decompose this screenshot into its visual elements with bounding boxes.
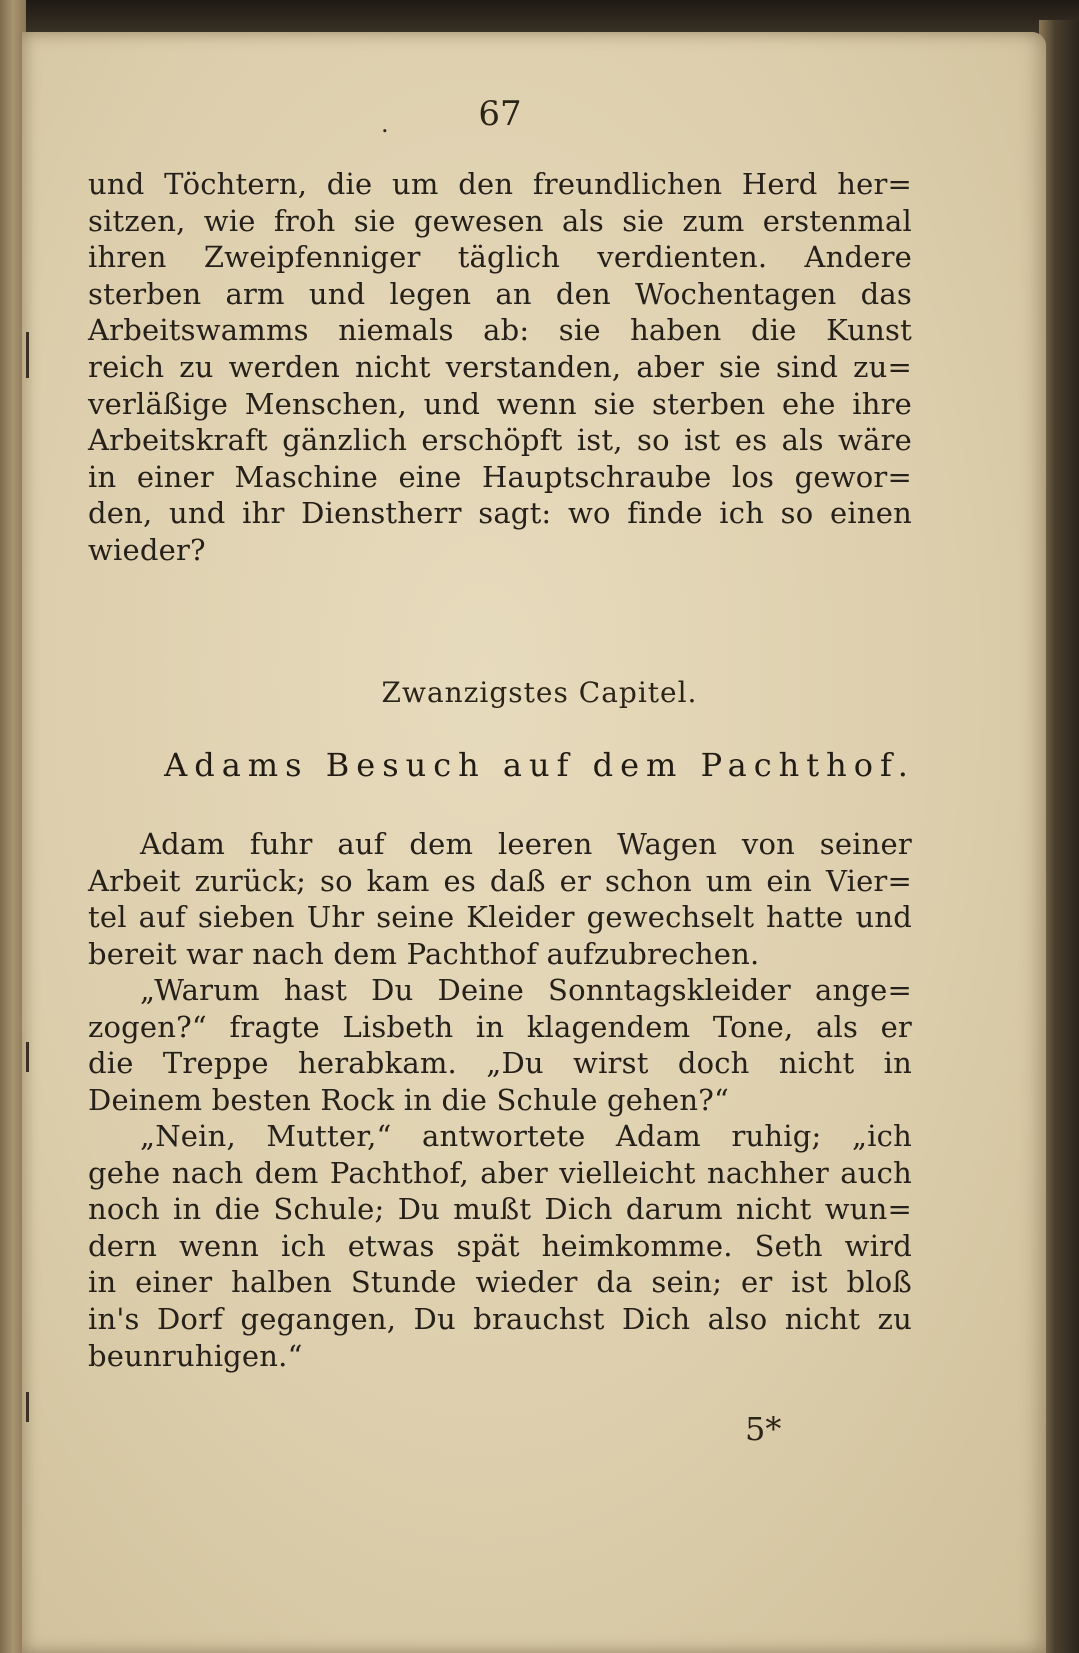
text-line: in einer Maschine eine Hauptschraube los gewor=: [88, 459, 912, 494]
text-line: noch in die Schule; Du mußt Dich darum nicht wun=: [88, 1192, 912, 1227]
text-line: bereit war nach dem Pachthof aufzubrechen.: [88, 936, 760, 971]
text-line: „Nein, Mutter,“ antwortete Adam ruhig; „ich: [140, 1119, 912, 1153]
text-line: ihren Zweipfenniger täglich verdienten. Andere: [88, 240, 912, 275]
text-line: verläßige Menschen, und wenn sie sterben ehe ihre: [88, 386, 912, 421]
paragraph-3: [88, 972, 912, 1118]
page-edge-mark: [26, 1042, 29, 1072]
page-edge-mark: [26, 332, 29, 378]
text-line: reich zu werden nicht verstanden, aber sie sind zu=: [88, 349, 912, 384]
page-number: 67: [478, 94, 522, 134]
text-line: sitzen, wie froh sie gewesen als sie zum erstenmal: [88, 203, 912, 238]
text-line: die Treppe herabkam. „Du wirst doch nicht in: [88, 1046, 912, 1081]
paragraph-1: [88, 166, 912, 569]
text-line: zogen?“ fragte Lisbeth in klagendem Tone, als er: [88, 1009, 912, 1044]
paragraph-2: [88, 826, 912, 972]
chapter-number: Zwanzigstes Capitel.: [381, 676, 698, 709]
text-line: beunruhigen.“: [88, 1338, 303, 1373]
text-line: dern wenn ich etwas spät heimkomme. Seth wird: [88, 1228, 912, 1263]
text-line: in's Dorf gegangen, Du brauchst Dich also nicht zu: [88, 1301, 912, 1336]
text-line: Deinem besten Rock in die Schule gehen?“: [88, 1082, 730, 1117]
text-line: und Töchtern, die um den freundlichen Herd her=: [88, 167, 912, 201]
text-line: Arbeitswamms niemals ab: sie haben die Kunst: [88, 313, 912, 348]
text-line: Arbeitskraft gänzlich erschöpft ist, so ist es als wäre: [88, 423, 912, 458]
text-line: gehe nach dem Pachthof, aber vielleicht nachher auch: [88, 1155, 912, 1190]
book-top-shadow: [0, 0, 1079, 34]
chapter-title: Adams Besuch auf dem Pachthof.: [164, 746, 915, 784]
text-line: Adam fuhr auf dem leeren Wagen von seiner: [140, 827, 912, 861]
text-line: den, und ihr Dienstherr sagt: wo finde ich so einen: [88, 496, 912, 531]
text-line: sterben arm und legen an den Wochentagen das: [88, 276, 912, 311]
page-edge-mark: [26, 1392, 29, 1422]
paragraph-4: [88, 1118, 912, 1374]
text-line: in einer halben Stunde wieder da sein; er ist bloß: [88, 1265, 912, 1300]
text-line: „Warum hast Du Deine Sonntagskleider ange=: [140, 973, 912, 1007]
text-line: wieder?: [88, 532, 206, 567]
page-dot: .: [381, 110, 389, 138]
text-line: Arbeit zurück; so kam es daß er schon um ein Vier=: [88, 863, 912, 898]
text-line: tel auf sieben Uhr seine Kleider gewechselt hatte und: [88, 900, 912, 935]
signature-mark: 5*: [745, 1410, 782, 1448]
